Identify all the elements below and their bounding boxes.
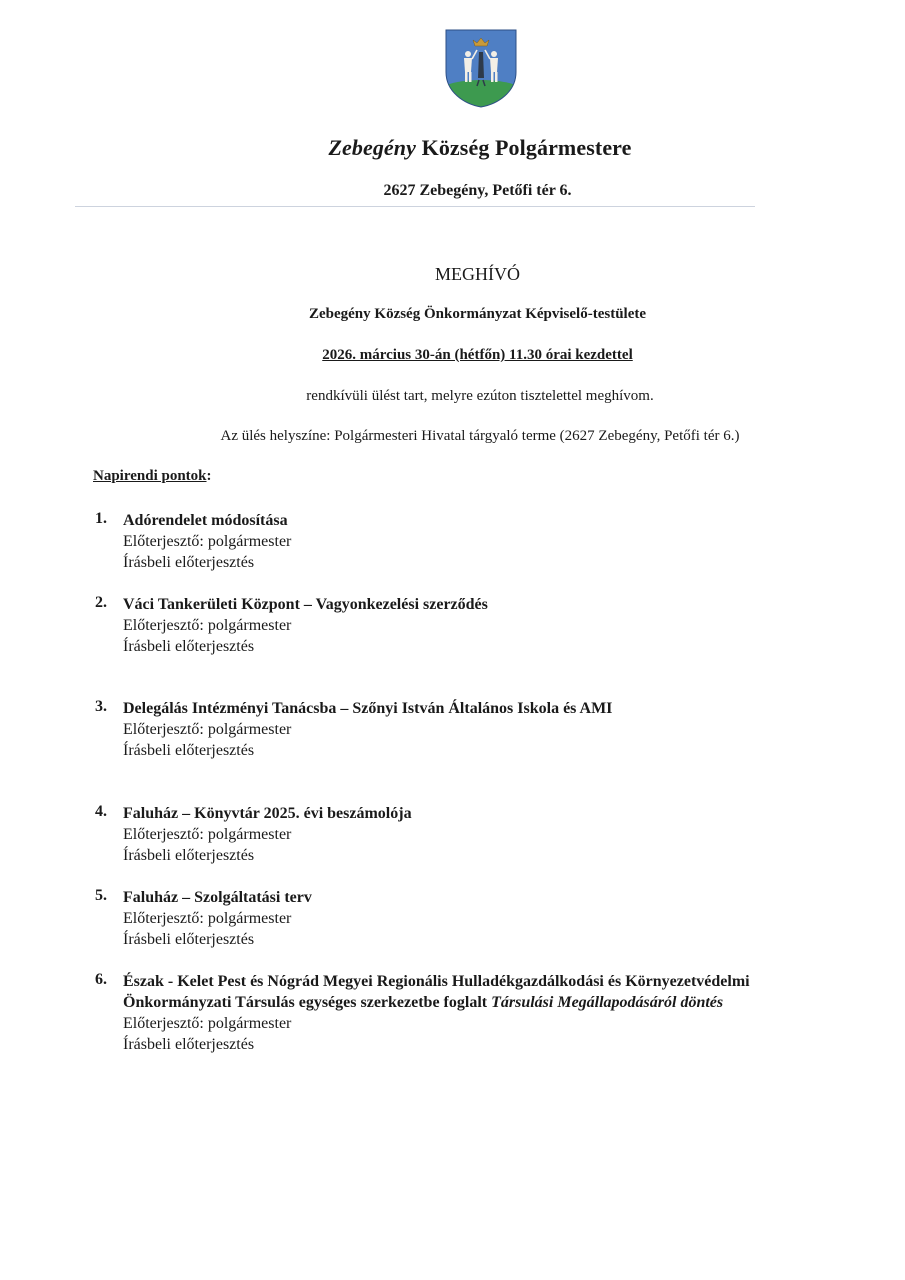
office-name-first-word: Zebegény xyxy=(328,135,417,160)
meeting-date xyxy=(0,347,905,364)
agenda-item-type: Írásbeli előterjesztés xyxy=(123,931,255,948)
body-name: Zebegény Község Önkormányzat Képviselő-testülete xyxy=(308,306,647,322)
agenda-item-type: Írásbeli előterjesztés xyxy=(123,638,255,655)
agenda-item-number: 4. xyxy=(95,803,107,820)
agenda-item-title: Faluház – Könyvtár 2025. évi beszámolója xyxy=(123,805,412,822)
agenda-item-title-italic: Társulási Megállapodásáról döntés xyxy=(491,994,724,1011)
agenda-item-title: Váci Tankerületi Központ – Vagyonkezelési szerződés xyxy=(123,596,488,613)
meeting-date-text: 2026. március 30-án (hétfőn) 11.30 órai kezdettel xyxy=(322,347,633,363)
meeting-purpose: rendkívüli ülést tart, melyre ezúton tisztelettel meghívom. xyxy=(306,388,654,404)
agenda-item-type: Írásbeli előterjesztés xyxy=(123,554,255,571)
agenda-item-number: 3. xyxy=(95,698,107,715)
agenda-item-presenter: Előterjesztő: polgármester xyxy=(123,910,292,927)
agenda-item-title: Faluház – Szolgáltatási terv xyxy=(123,889,312,906)
agenda-item-presenter: Előterjesztő: polgármester xyxy=(123,826,292,843)
agenda-item-number: 1. xyxy=(95,510,107,527)
agenda-item-presenter: Előterjesztő: polgármester xyxy=(123,1015,292,1032)
agenda-item-number: 5. xyxy=(95,887,107,904)
office-name-rest: Község Polgármestere xyxy=(416,135,632,160)
agenda-item-title: Adórendelet módosítása xyxy=(123,512,288,529)
office-name xyxy=(0,135,905,161)
office-address: 2627 Zebegény, Petőfi tér 6. xyxy=(383,182,572,199)
agenda-item-type: Írásbeli előterjesztés xyxy=(123,1036,255,1053)
agenda-heading-colon: : xyxy=(206,468,212,484)
agenda-item-type: Írásbeli előterjesztés xyxy=(123,742,255,759)
agenda-item-number: 6. xyxy=(95,971,107,988)
agenda-heading xyxy=(93,468,212,485)
document-title: MEGHÍVÓ xyxy=(435,264,520,284)
agenda-item-presenter: Előterjesztő: polgármester xyxy=(123,533,292,550)
agenda-item-number: 2. xyxy=(95,594,107,611)
agenda-item-presenter: Előterjesztő: polgármester xyxy=(123,721,292,738)
agenda-item-title: Delegálás Intézményi Tanácsba – Szőnyi István Általános Iskola és AMI xyxy=(123,700,613,717)
agenda-heading-text: Napirendi pontok xyxy=(93,468,207,484)
meeting-venue: Az ülés helyszíne: Polgármesteri Hivatal tárgyaló terme (2627 Zebegény, Petőfi tér 6.) xyxy=(220,428,740,444)
agenda-item-presenter: Előterjesztő: polgármester xyxy=(123,617,292,634)
coat-of-arms-icon xyxy=(444,28,518,108)
header-divider xyxy=(75,206,755,207)
agenda-item-type: Írásbeli előterjesztés xyxy=(123,847,255,864)
agenda-item-title: Észak - Kelet Pest és Nógrád Megyei Regionális Hulladékgazdálkodási és Környezetvédelmi Önkormányzati Társulás egységes szerkezetbe foglalt xyxy=(123,973,750,1011)
